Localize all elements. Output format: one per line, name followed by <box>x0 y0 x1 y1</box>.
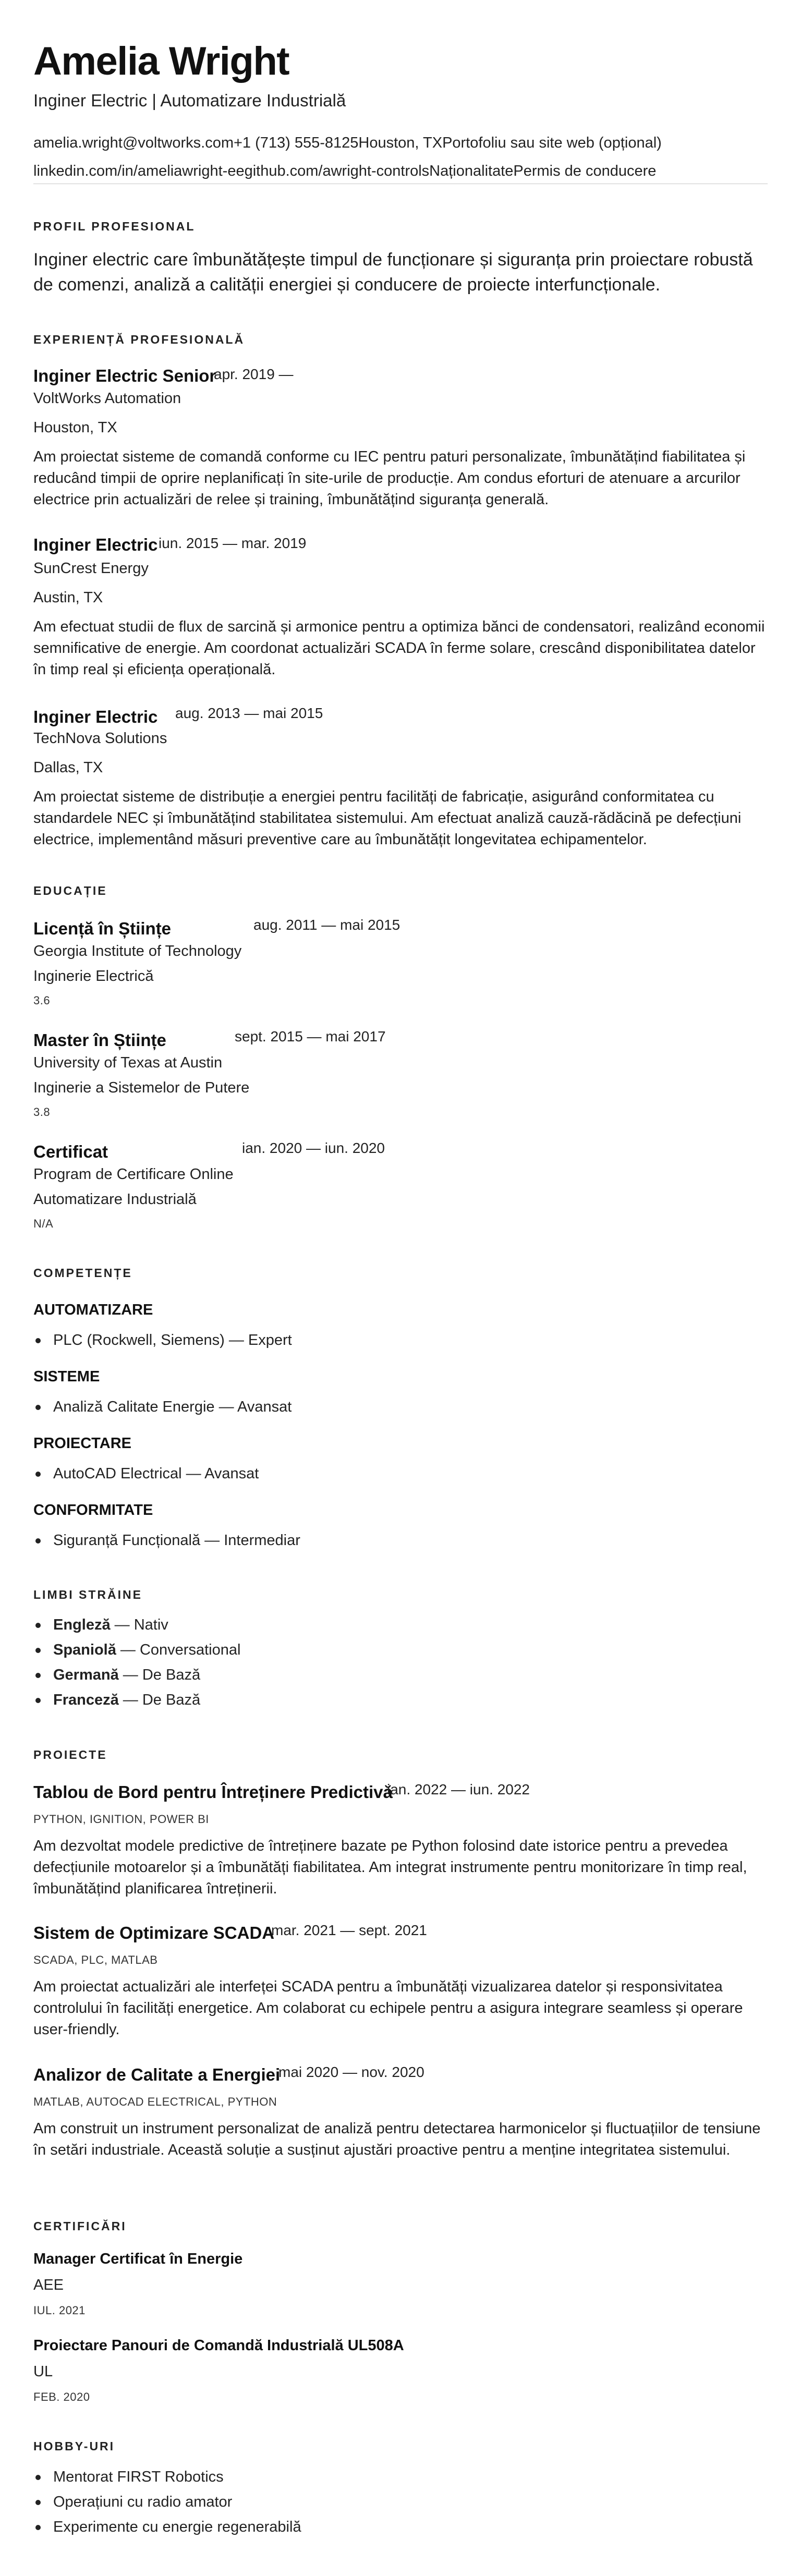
language-item <box>53 1692 200 1709</box>
skill-category: AUTOMATIZARE <box>33 1302 153 1318</box>
certification-issuer: UL <box>33 2363 53 2380</box>
language-item <box>53 1642 240 1659</box>
education-degree: Licență în Științe <box>33 919 172 938</box>
language-item <box>53 1667 200 1684</box>
language-level: — De Bază <box>118 1692 201 1708</box>
section-title-education: EDUCAȚIE <box>33 884 107 897</box>
experience-role: Inginer Electric <box>33 535 158 554</box>
project-tech: MATLAB, AUTOCAD ELECTRICAL, PYTHON <box>33 2095 277 2108</box>
education-school: Program de Certificare Online <box>33 1166 234 1183</box>
education-school: Georgia Institute of Technology <box>33 943 242 959</box>
experience-dates: aug. 2013 — mai 2015 <box>175 705 323 721</box>
experience-company: VoltWorks Automation <box>33 390 181 407</box>
education-field: Automatizare Industrială <box>33 1191 197 1208</box>
project-name: Sistem de Optimizare SCADA <box>33 1923 275 1942</box>
project-tech: PYTHON, IGNITION, POWER BI <box>33 1813 209 1826</box>
education-grade: N/A <box>33 1217 54 1230</box>
section-title-hobbies: HOBBY-URI <box>33 2439 115 2453</box>
certification-date: FEB. 2020 <box>33 2390 90 2403</box>
project-description: Am construit un instrument personalizat de analiză pentru detectarea harmonicelor și fluctuațiilor de tensiune în setări industriale. Această soluție a susținut ajustări proactive pentru a menține integritatea sistemului. <box>33 2120 761 2158</box>
experience-role: Inginer Electric <box>33 707 158 726</box>
project-name: Analizor de Calitate a Energiei <box>33 2065 281 2084</box>
project-dates: mar. 2021 — sept. 2021 <box>271 1922 427 1938</box>
language-name: Spaniolă <box>53 1642 116 1658</box>
language-level: — Conversational <box>116 1642 241 1658</box>
experience-dates: iun. 2015 — mar. 2019 <box>159 535 307 551</box>
language-item <box>53 1617 168 1634</box>
language-level: — Nativ <box>110 1617 168 1633</box>
section-title-profile: PROFIL PROFESIONAL <box>33 220 196 233</box>
section-title-projects: PROIECTE <box>33 1748 107 1761</box>
education-dates: ian. 2020 — iun. 2020 <box>242 1140 385 1156</box>
section-title-certifications: CERTIFICĂRI <box>33 2219 127 2233</box>
hobby-item: Mentorat FIRST Robotics <box>53 2469 224 2485</box>
section-title-skills: COMPETENȚE <box>33 1266 132 1280</box>
education-grade: 3.6 <box>33 994 51 1007</box>
contact-line-1: amelia.wright@voltworks.com+1 (713) 555-8125Houston, TXPortofoliu sau site web (opțional) <box>33 135 662 151</box>
experience-description: Am proiectat sisteme de comandă conforme cu IEC pentru paturi personalizate, îmbunătățind fiabilitatea și reducând timpii de oprire neplanificați în site-urile de producție. Am condus eforturi de atenuare a arcurilor electrice prin actualizări de relee și training, îmbunătățind siguranța generală. <box>33 448 746 508</box>
skill-item: PLC (Rockwell, Siemens) — Expert <box>53 1332 292 1348</box>
project-description: Am proiectat actualizări ale interfeței SCADA pentru a îmbunătăți vizualizarea datelor și responsivitatea controlului în facilități energetice. Am colaborat cu echipele pentru a asigura integrare seamless și operare user-friendly. <box>33 1978 743 2038</box>
language-level: — De Bază <box>118 1667 201 1683</box>
education-degree: Master în Științe <box>33 1030 166 1050</box>
education-field: Inginerie a Sistemelor de Putere <box>33 1079 250 1096</box>
experience-location: Austin, TX <box>33 589 103 606</box>
project-dates: mai 2020 — nov. 2020 <box>278 2064 424 2080</box>
skill-category: CONFORMITATE <box>33 1502 153 1518</box>
candidate-name: Amelia Wright <box>33 39 289 83</box>
education-dates: aug. 2011 — mai 2015 <box>253 917 400 933</box>
experience-location: Houston, TX <box>33 419 117 436</box>
experience-company: SunCrest Energy <box>33 560 149 577</box>
language-name: Engleză <box>53 1617 111 1633</box>
hobby-item: Experimente cu energie regenerabilă <box>53 2519 301 2535</box>
education-degree: Certificat <box>33 1142 108 1161</box>
skill-item: Analiză Calitate Energie — Avansat <box>53 1399 292 1415</box>
certification-date: IUL. 2021 <box>33 2304 86 2317</box>
experience-dates: apr. 2019 — <box>214 366 294 382</box>
education-grade: 3.8 <box>33 1105 51 1119</box>
experience-company: TechNova Solutions <box>33 730 167 747</box>
education-dates: sept. 2015 — mai 2017 <box>235 1028 386 1044</box>
skill-item: Siguranță Funcțională — Intermediar <box>53 1532 300 1549</box>
project-description: Am dezvoltat modele predictive de întreținere bazate pe Python folosind date istorice pentru a prevedea defecțiunile motoarelor și a îmbunătăți fiabilitatea. Am integrat instrumente pentru monitorizare în timp real, îmbunătățind planificarea întreținerii. <box>33 1838 747 1897</box>
contact-line-2: linkedin.com/in/ameliawright-eegithub.com/awright-controlsNaționalitatePermis de conducere <box>33 163 657 179</box>
certification-issuer: AEE <box>33 2277 64 2293</box>
project-dates: ian. 2022 — iun. 2022 <box>387 1781 530 1797</box>
skill-category: SISTEME <box>33 1368 100 1385</box>
hobby-item: Operațiuni cu radio amator <box>53 2494 233 2510</box>
project-tech: SCADA, PLC, MATLAB <box>33 1953 158 1966</box>
language-name: Franceză <box>53 1692 119 1708</box>
certification-name: Manager Certificat în Energie <box>33 2251 243 2267</box>
section-title-languages: LIMBI STRĂINE <box>33 1588 142 1601</box>
experience-role: Inginer Electric Senior <box>33 366 216 385</box>
profile-summary: Inginer electric care îmbunătățește timpul de funcționare și siguranța prin proiectare robustă de comenzi, analiză a calității energiei și conducere de proiecte interfuncționale. <box>33 250 753 295</box>
certification-name: Proiectare Panouri de Comandă Industrială UL508A <box>33 2337 404 2354</box>
experience-description: Am proiectat sisteme de distribuție a energiei pentru facilități de fabricație, asigurând conformitatea cu standardele NEC și îmbunătățind stabilitatea sistemului. Am efectuat analiză cauză-rădăcină pe defecțiuni electrice, implementând măsuri preventive care au îmbunătățit longevitatea echipamentelor. <box>33 788 742 848</box>
education-school: University of Texas at Austin <box>33 1054 223 1071</box>
experience-location: Dallas, TX <box>33 759 103 776</box>
education-field: Inginerie Electrică <box>33 968 154 985</box>
skill-category: PROIECTARE <box>33 1435 131 1452</box>
language-name: Germană <box>53 1667 119 1683</box>
headline: Inginer Electric | Automatizare Industrială <box>33 91 346 110</box>
section-title-experience: EXPERIENȚĂ PROFESIONALĂ <box>33 333 245 346</box>
experience-description: Am efectuat studii de flux de sarcină și armonice pentru a optimiza bănci de condensatori, realizând economii semnificative de energie. Am coordonat actualizări SCADA în ferme solare, crescând disponibilitatea datelor în timp real și eficiența operațională. <box>33 618 765 678</box>
project-name: Tablou de Bord pentru Întreținere Predictivă <box>33 1782 393 1802</box>
skill-item: AutoCAD Electrical — Avansat <box>53 1465 259 1482</box>
